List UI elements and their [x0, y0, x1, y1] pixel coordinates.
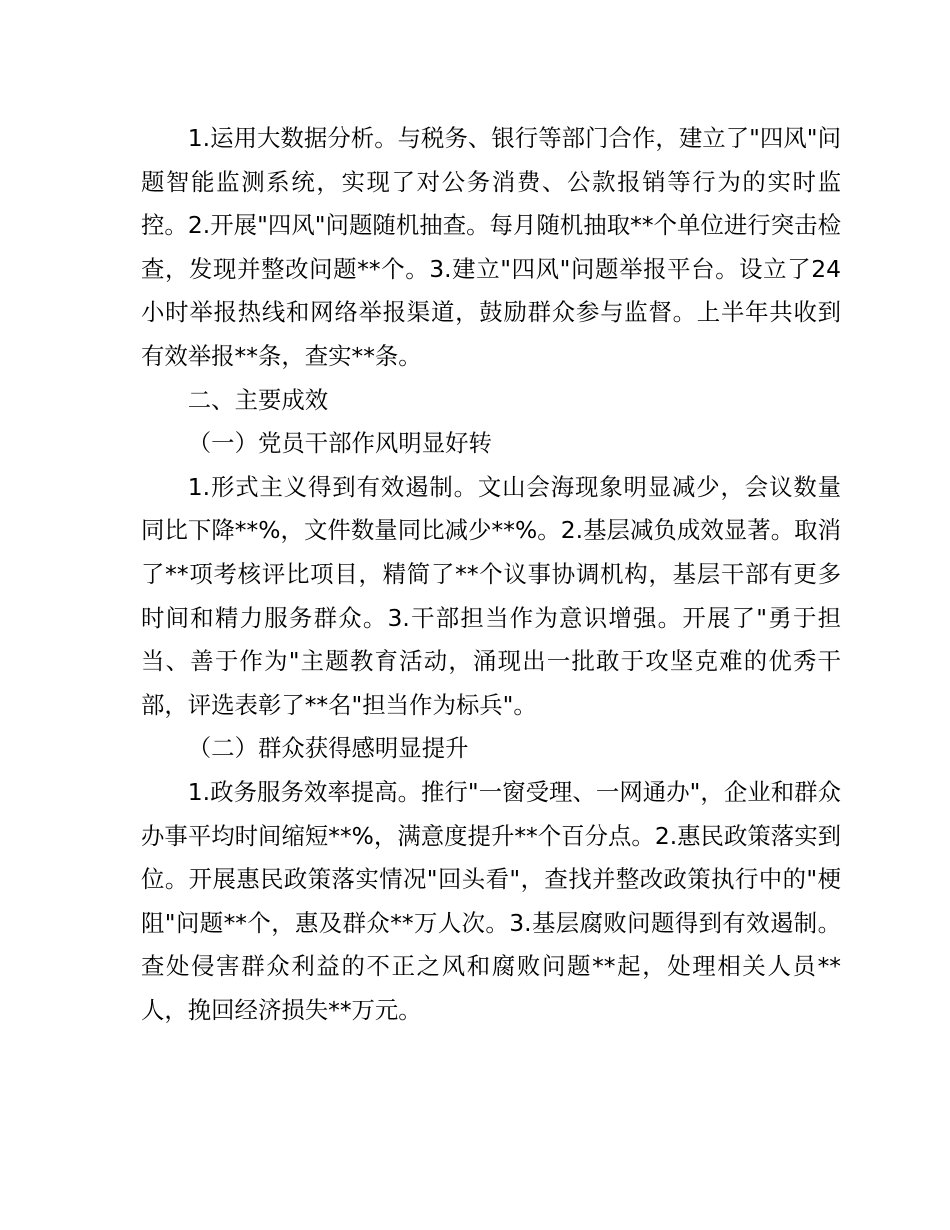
subsection-heading-cadre-style: （一）党员干部作风明显好转	[187, 429, 492, 458]
section-heading-main-results: 二、主要成效	[187, 385, 329, 414]
subsection-heading-public-satisfaction: （二）群众获得感明显提升	[187, 734, 469, 763]
paragraph-public-satisfaction-results: 1.政务服务效率提高。推行"一窗受理、一网通办"，企业和群众办事平均时间缩短**%，满意度提升**个百分点。2.惠民政策落实到位。开展惠民政策落实情况"回头看"，查找并整改政策执行中的"梗阻"问题**个，惠及群众**万人次。3.基层腐败问题得到有效遏制。查处侵害群众利益的不正之风和腐败问题**起，处理相关人员**人，挽回经济损失**万元。	[141, 777, 841, 1024]
document-page	[141, 117, 841, 1032]
paragraph-digital-supervision: 1.运用大数据分析。与税务、银行等部门合作，建立了"四风"问题智能监测系统，实现了对公务消费、公款报销等行为的实时监控。2.开展"四风"问题随机抽查。每月随机抽取**个单位进行突击检查，发现并整改问题**个。3.建立"四风"问题举报平台。设立了24小时举报热线和网络举报渠道，鼓励群众参与监督。上半年共收到有效举报**条，查实**条。	[141, 124, 841, 370]
paragraph-cadre-style-results: 1.形式主义得到有效遏制。文山会海现象明显减少，会议数量同比下降**%，文件数量同比减少**%。2.基层减负成效显著。取消了**项考核评比项目，精简了**个议事协调机构，基层干部有更多时间和精力服务群众。3.干部担当作为意识增强。开展了"勇于担当、善于作为"主题教育活动，涌现出一批敢于攻坚克难的优秀干部，评选表彰了**名"担当作为标兵"。	[141, 472, 841, 719]
